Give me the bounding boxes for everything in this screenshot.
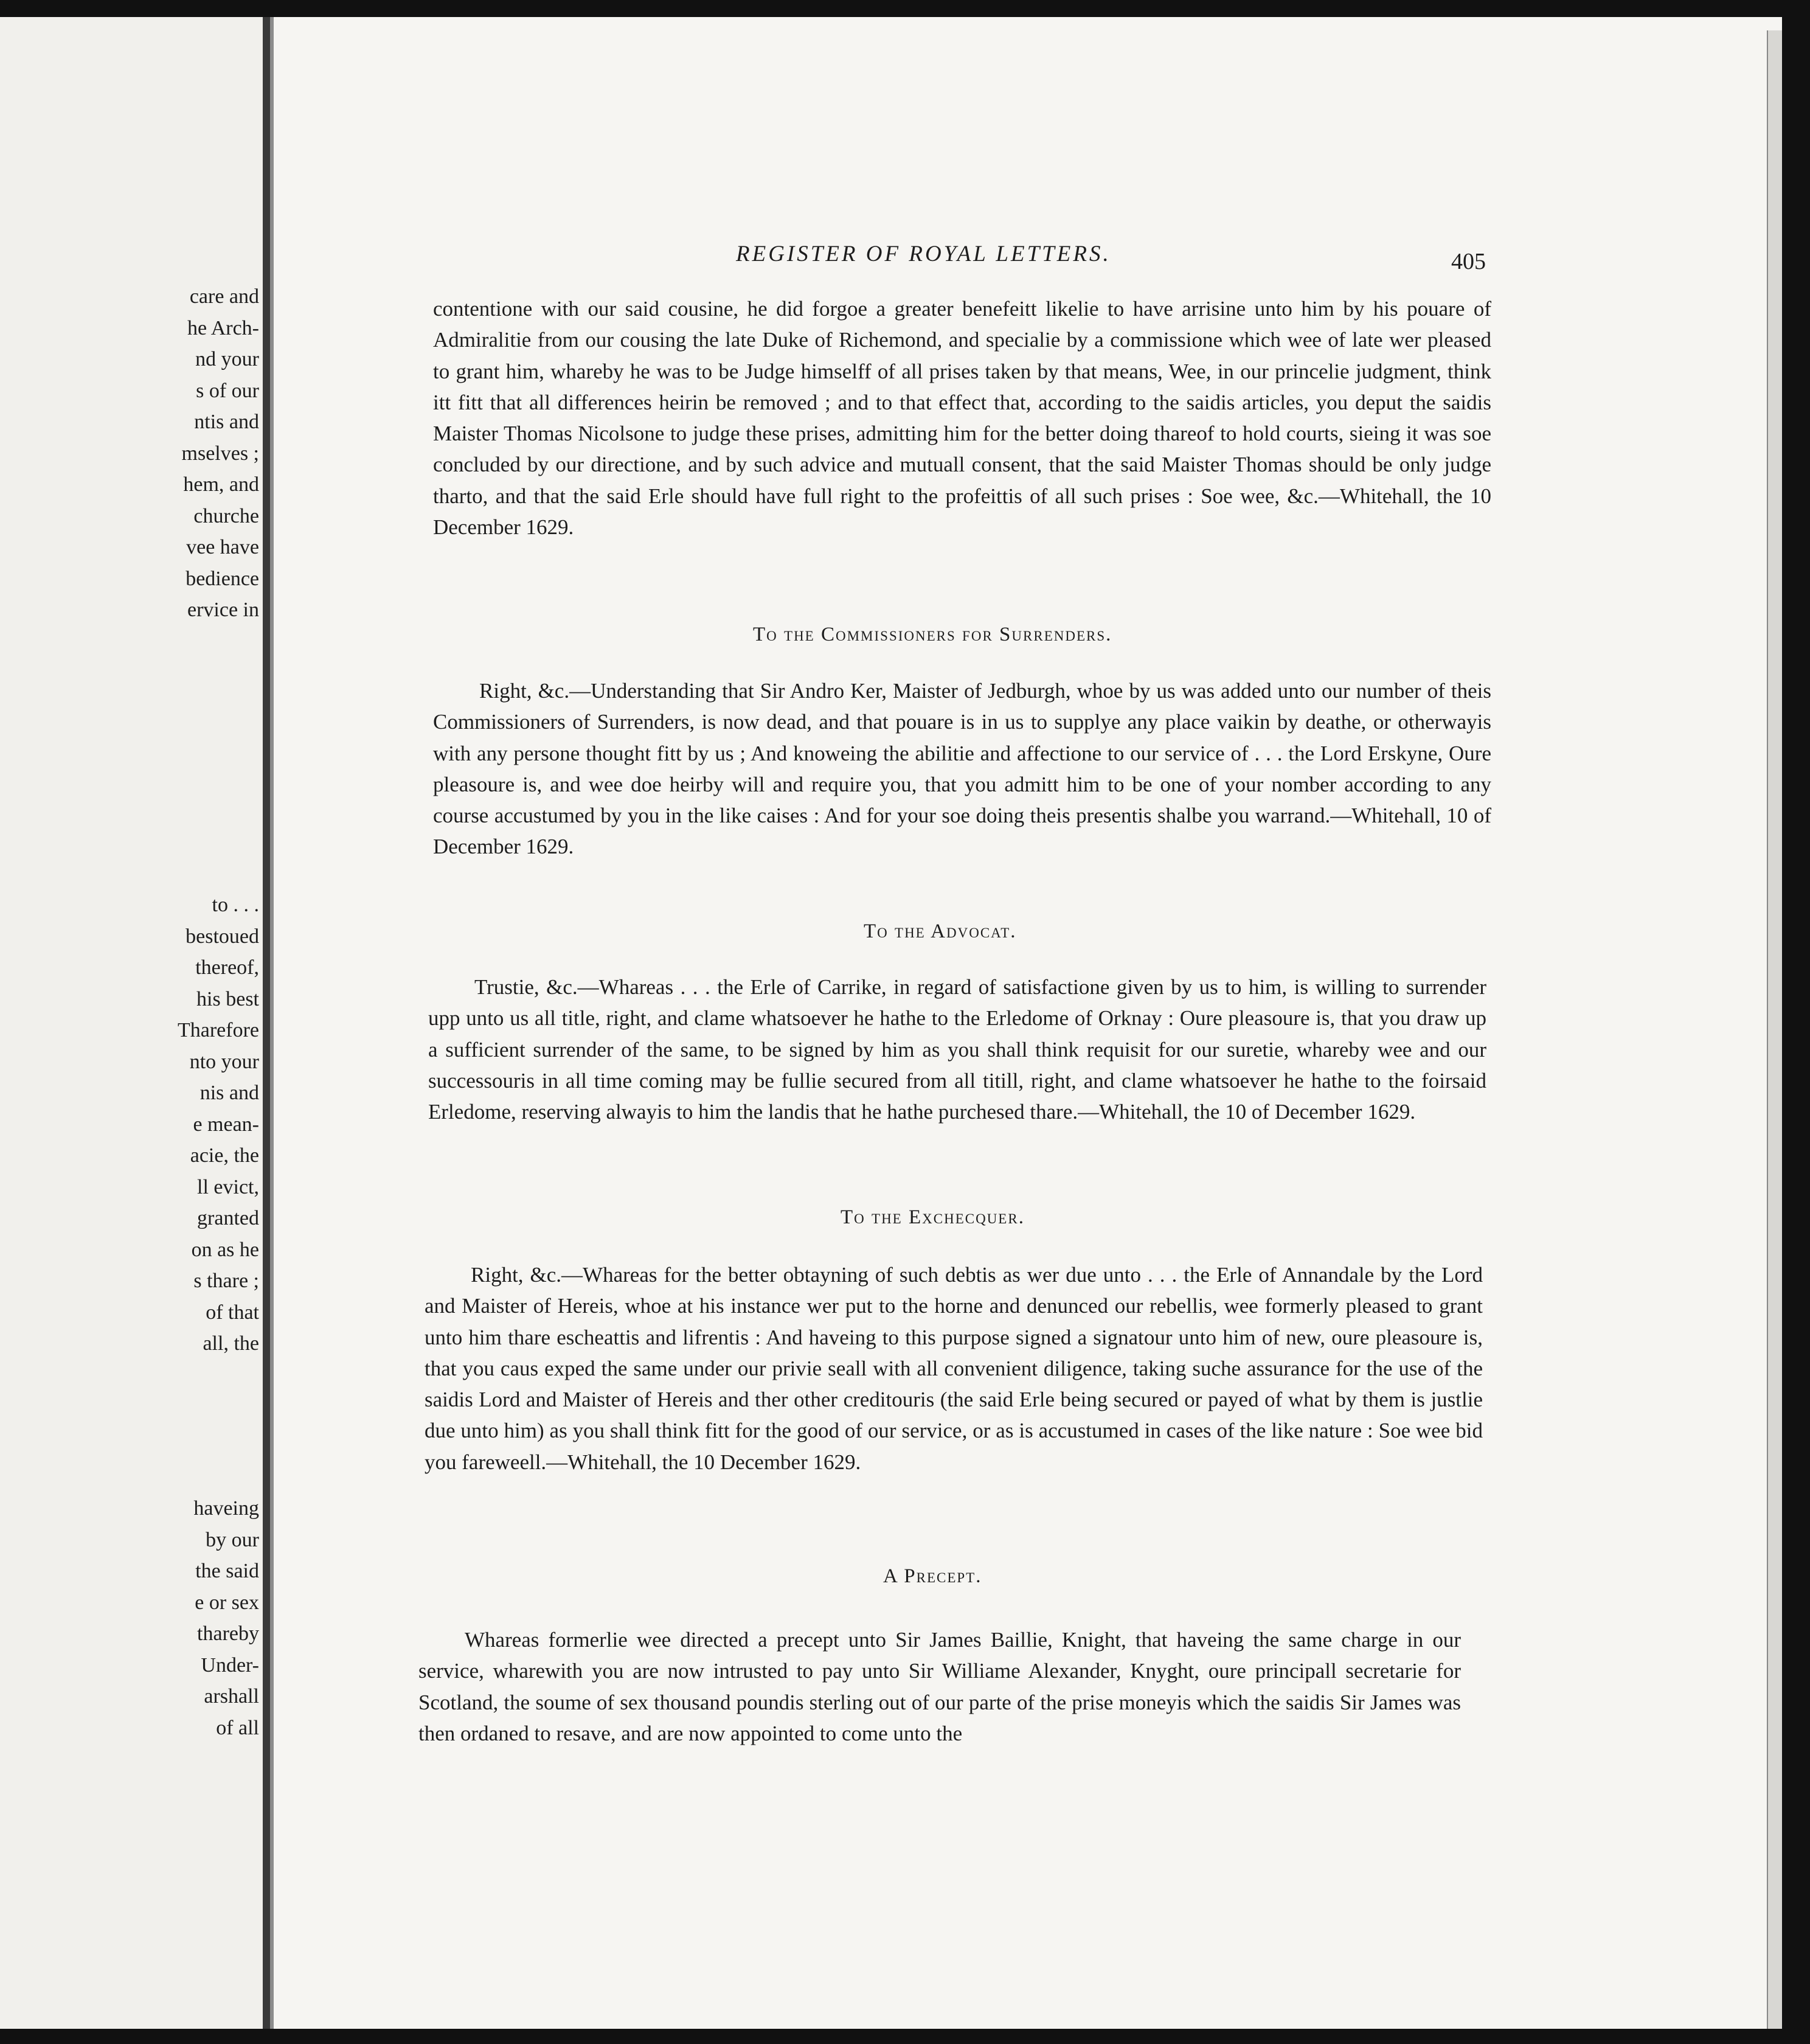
section-body-surrenders: Right, &c.—Understanding that Sir Andro Ker, Maister of Jedburgh, whoe by us was added unto our number of theis Commissioners of Surrenders, is now dead, and that pouare is in us to supplye any place vaikin by deathe, or otherwayis with any persone thought fitt by us ; And knoweing the abilitie and affectione to our service of . . . the Lord Erskyne, Oure pleasoure is, and wee doe heirby will and require you, that you admitt him to be one of your nomber according to any course accustumed by you in the like caises : And for your soe doing theis presentis shalbe you warrand.—Whitehall, 10 of December 1629. (433, 679, 1491, 859)
left-page-fragment: ntis and (194, 411, 259, 433)
left-page-fragment: granted (197, 1207, 259, 1229)
left-page-fragment: his best (196, 987, 259, 1010)
left-page-fragment: ervice in (187, 599, 259, 621)
left-page-fragment: s of our (196, 379, 259, 402)
scan-edge-bottom (0, 2029, 1810, 2044)
left-page-fragment: nto your (189, 1050, 259, 1073)
left-page-fragment: he Arch- (187, 316, 259, 339)
left-page-fragment: e or sex (195, 1591, 259, 1614)
left-page-fragment: on as he (191, 1238, 259, 1261)
continuation-paragraph: contentione with our said cousine, he did forgoe a greater benefeitt likelie to have arrisine unto him by his pouare of Admiralitie from our cousing the late Duke of Richemond, and specialie by a commissione which wee of late wer pleased to grant him, whareby he was to be Judge himselff of all prises taken by that means, Wee, in our princelie judgment, think itt fitt that all differences heirin be removed ; and to that effect that, according to the saidis articles, you deput the saidis Maister Thomas Nicolsone to judge these prises, admitting him for the better doing thareof to hold courts, sieing it was soe concluded by our directione, and by such advice and mutuall consent, that the said Maister Thomas should be only judge tharto, and that the said Erle should have full right to the profeittis of all such prises : Soe wee, &c.—Whitehall, the 10 December 1629. (433, 297, 1491, 540)
left-page-fragment: churche (193, 504, 259, 527)
book-gutter (263, 17, 270, 2029)
left-page-fragment: bedience (186, 567, 259, 590)
left-page-fragment: thareby (197, 1622, 259, 1645)
section-title-advocat: To the Advocat. (864, 920, 1017, 942)
left-page-fragment: thereof, (195, 956, 259, 979)
section-body-exchecquer: Right, &c.—Whareas for the better obtayning of such debtis as wer due unto . . . the Erle of Annandale by the Lord and Maister of Hereis, whoe at his instance wer put to the horne and denunced our rebellis, wee formerly pleased to grant unto him thare escheattis and lifrentis : And haveing to this purpose signed a signatour unto him of new, oure pleasoure is, that you caus exped the same under our privie seall with all convenient diligence, taking suche assurance for the use of the saidis Lord and Maister of Hereis and ther other creditouris (the said Erle being secured or payed of what by them is justlie due unto him) as you shall think fitt for the good of our service, or as is accustumed in cases of the like nature : Soe wee bid you fareweell.—Whitehall, the 10 December 1629. (425, 1263, 1483, 1474)
left-page-fragment: care and (189, 285, 259, 308)
left-page-fragment: the said (195, 1560, 259, 1582)
section-body-advocat: Trustie, &c.—Whareas . . . the Erle of Carrike, in regard of satisfactione given by us to him, is willing to surrender upp unto us all title, right, and clame whatsoever he hathe to the Erledome of Orknay : Oure pleasoure is, that you draw up a sufficient surrender of the same, to be signed by him as you shall think requisit for our suretie, whareby wee and our successouris in all time coming may be fullie secured from all titill, right, and clame whatsoever he hathe to the foirsaid Erledome, reserving alwayis to him the landis that he hathe purchesed thare.—Whitehall, the 10 of December 1629. (428, 975, 1486, 1124)
section-title-exchecquer: To the Exchecquer. (841, 1206, 1025, 1228)
left-page (0, 17, 263, 2029)
left-page-fragment: by our (206, 1528, 259, 1551)
section-body-precept: Whareas formerlie wee directed a precept unto Sir James Baillie, Knight, that haveing the same charge in our service, wharewith you are now intrusted to pay unto Sir Williame Alexander, Knyght, oure principall secretarie for Scotland, the soume of sex thousand poundis sterling out of our parte of the prise moneyis which the saidis Sir James was then ordaned to resave, and are now appointed to come unto the (418, 1628, 1461, 1745)
left-page-fragment: e mean- (193, 1113, 259, 1136)
page-number: 405 (1451, 249, 1486, 274)
page-edge-shadow (1767, 30, 1783, 2029)
left-page-fragment: s thare ; (193, 1270, 259, 1292)
scan-edge-top (0, 0, 1810, 17)
left-page-fragment: of all (216, 1716, 259, 1739)
section-title-surrenders: To the Commissioners for Surrenders. (753, 624, 1112, 645)
left-page-fragment: to . . . (212, 894, 259, 916)
running-title: REGISTER OF ROYAL LETTERS. (736, 242, 1111, 266)
left-page-fragment: all, the (203, 1332, 259, 1355)
left-page-fragment: hem, and (183, 473, 259, 496)
left-page-fragment: arshall (204, 1685, 259, 1708)
left-page-fragment: bestoued (186, 925, 259, 948)
left-page-fragment: Under- (201, 1653, 259, 1677)
left-page-fragment: Tharefore (177, 1019, 259, 1041)
section-title-precept: A Precept. (883, 1565, 982, 1587)
left-page-fragment: nis and (199, 1082, 259, 1104)
left-page-fragment: acie, the (190, 1144, 259, 1167)
left-page-fragment: ll evict, (197, 1175, 259, 1198)
scan-edge-right (1782, 0, 1810, 2044)
left-page-fragment: mselves ; (181, 442, 259, 465)
left-page-fragment: vee have (186, 536, 259, 558)
left-page-fragment: of that (206, 1301, 259, 1324)
left-page-fragment: nd your (195, 348, 259, 370)
left-page-fragment: haveing (193, 1497, 259, 1520)
